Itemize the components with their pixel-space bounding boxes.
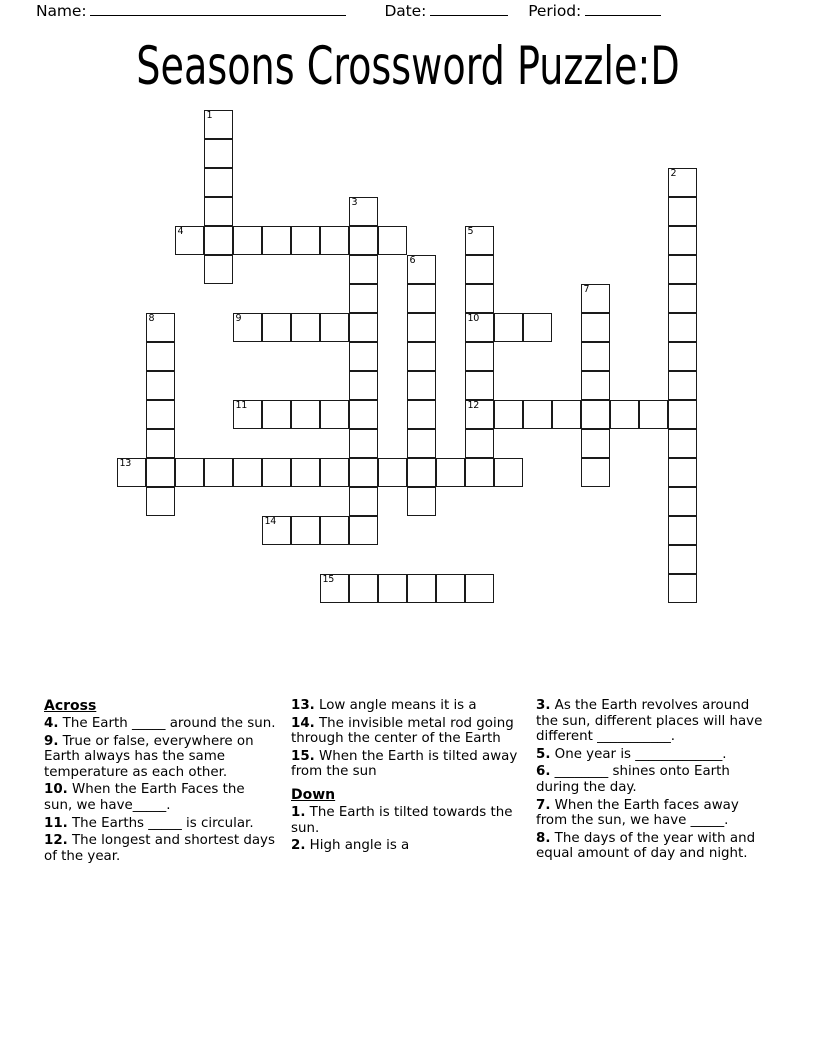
crossword-cell[interactable] — [291, 458, 320, 487]
clue-number: 11. — [44, 815, 68, 831]
crossword-cell[interactable] — [320, 226, 349, 255]
clue-text: One year is _____________. — [550, 746, 727, 762]
crossword-cell[interactable] — [465, 458, 494, 487]
crossword-cell[interactable] — [668, 313, 697, 342]
crossword-cell[interactable] — [407, 284, 436, 313]
cell-number: 4 — [177, 225, 184, 237]
clue-number: 12. — [44, 833, 68, 849]
crossword-cell[interactable] — [494, 458, 523, 487]
page-title: Seasons Crossword Puzzle:D — [136, 36, 680, 97]
clue-item — [44, 816, 277, 832]
clue-text: The Earth is tilted towards the sun. — [291, 804, 513, 836]
clue-number: 10. — [44, 782, 68, 798]
crossword-cell[interactable] — [320, 516, 349, 545]
period-label: Period: — [528, 2, 582, 20]
crossword-cell[interactable] — [320, 400, 349, 429]
crossword-cell[interactable] — [204, 139, 233, 168]
crossword-cell[interactable] — [349, 197, 378, 226]
crossword-cell[interactable] — [436, 458, 465, 487]
clue-item — [44, 734, 277, 781]
clues-column-1 — [44, 698, 289, 998]
crossword-cell[interactable] — [349, 574, 378, 603]
clue-item — [291, 805, 522, 836]
clue-text: The longest and shortest days of the year. — [44, 833, 275, 864]
cell-number: 11 — [235, 399, 247, 411]
cell-number: 13 — [119, 457, 131, 469]
crossword-cell[interactable] — [465, 400, 494, 429]
crossword-cell[interactable] — [494, 313, 523, 342]
crossword-cell[interactable] — [668, 545, 697, 574]
crossword-cell[interactable] — [668, 197, 697, 226]
crossword-cell[interactable] — [233, 226, 262, 255]
crossword-cell[interactable] — [378, 458, 407, 487]
crossword-cell[interactable] — [262, 226, 291, 255]
crossword-cell[interactable] — [146, 371, 175, 400]
crossword-cell[interactable] — [349, 313, 378, 342]
crossword-cell[interactable] — [175, 458, 204, 487]
crossword-cell[interactable] — [175, 226, 204, 255]
clue-number: 3. — [536, 698, 551, 713]
crossword-cell[interactable] — [552, 400, 581, 429]
crossword-cell[interactable] — [581, 342, 610, 371]
crossword-cell[interactable] — [668, 255, 697, 284]
crossword-cell[interactable] — [407, 400, 436, 429]
cell-number: 1 — [206, 109, 213, 121]
clue-text: True or false, everywhere on Earth always has the same temperature as each other. — [44, 733, 254, 780]
crossword-cell[interactable] — [668, 371, 697, 400]
clue-item — [536, 831, 767, 862]
crossword-cell[interactable] — [581, 284, 610, 313]
crossword-cell[interactable] — [407, 487, 436, 516]
crossword-cell[interactable] — [349, 342, 378, 371]
crossword-cell[interactable] — [291, 226, 320, 255]
crossword-cell[interactable] — [668, 429, 697, 458]
crossword-cell[interactable] — [146, 458, 175, 487]
clue-number: 1. — [291, 804, 306, 820]
clue-text: The Earth _____ around the sun. — [58, 716, 276, 731]
crossword-cell[interactable] — [204, 197, 233, 226]
crossword-cell[interactable] — [233, 313, 262, 342]
crossword-cell[interactable] — [523, 400, 552, 429]
crossword-cell[interactable] — [581, 400, 610, 429]
crossword-cell[interactable] — [465, 371, 494, 400]
crossword-cell[interactable] — [349, 516, 378, 545]
across-heading: Across — [44, 698, 97, 714]
crossword-cell[interactable] — [291, 516, 320, 545]
crossword-cell[interactable] — [610, 400, 639, 429]
crossword-cell[interactable] — [581, 371, 610, 400]
clue-item — [536, 798, 767, 829]
clue-item — [291, 698, 522, 714]
clue-number: 2. — [291, 838, 306, 854]
crossword-cell[interactable] — [204, 255, 233, 284]
crossword-cell[interactable] — [349, 400, 378, 429]
clue-text: The Earths _____ is circular. — [67, 815, 254, 831]
crossword-cell[interactable] — [233, 458, 262, 487]
crossword-cell[interactable] — [407, 429, 436, 458]
clue-item — [536, 764, 767, 795]
clue-number: 4. — [44, 716, 59, 731]
cell-number: 15 — [322, 573, 334, 585]
crossword-cell[interactable] — [233, 400, 262, 429]
crossword-cell[interactable] — [349, 487, 378, 516]
crossword-cell[interactable] — [668, 226, 697, 255]
crossword-cell[interactable] — [668, 168, 697, 197]
crossword-cell[interactable] — [436, 574, 465, 603]
clue-item — [44, 716, 277, 732]
down-heading: Down — [291, 786, 336, 803]
crossword-cell[interactable] — [465, 284, 494, 313]
crossword-cell[interactable] — [407, 574, 436, 603]
crossword-cell[interactable] — [349, 284, 378, 313]
clue-number: 6. — [536, 764, 551, 780]
clue-number: 9. — [44, 733, 59, 749]
crossword-cell[interactable] — [668, 284, 697, 313]
crossword-cell[interactable] — [523, 313, 552, 342]
crossword-cell[interactable] — [494, 400, 523, 429]
crossword-cell[interactable] — [204, 458, 233, 487]
crossword-cell[interactable] — [146, 487, 175, 516]
crossword-cell[interactable] — [668, 516, 697, 545]
crossword-cell[interactable] — [465, 429, 494, 458]
crossword-cell[interactable] — [465, 574, 494, 603]
clue-item — [536, 747, 767, 763]
clue-item — [44, 833, 277, 864]
clues-section — [44, 698, 780, 998]
cell-number: 10 — [467, 312, 479, 324]
crossword-cell[interactable] — [668, 458, 697, 487]
clue-text: When the Earth faces away from the sun, we have _____. — [536, 797, 739, 829]
crossword-cell[interactable] — [668, 487, 697, 516]
crossword-cell[interactable] — [262, 516, 291, 545]
clue-text: As the Earth revolves around the sun, different places will have different ___________. — [536, 698, 763, 745]
crossword-cell[interactable] — [320, 458, 349, 487]
crossword-cell[interactable] — [465, 342, 494, 371]
crossword-cell[interactable] — [465, 313, 494, 342]
cell-number: 12 — [467, 399, 479, 411]
crossword-cell[interactable] — [320, 574, 349, 603]
clue-item — [536, 698, 767, 745]
clue-number: 5. — [536, 746, 551, 762]
crossword-cell[interactable] — [204, 168, 233, 197]
crossword-cell[interactable] — [668, 342, 697, 371]
crossword-cell[interactable] — [349, 255, 378, 284]
crossword-cell[interactable] — [349, 429, 378, 458]
clue-text: The days of the year with and equal amount of day and night. — [536, 830, 756, 862]
cell-number: 2 — [670, 167, 677, 179]
crossword-cell[interactable] — [146, 313, 175, 342]
clue-text: High angle is a — [305, 838, 410, 854]
crossword-cell[interactable] — [378, 574, 407, 603]
crossword-cell[interactable] — [146, 400, 175, 429]
crossword-cell[interactable] — [146, 429, 175, 458]
clue-item — [44, 782, 277, 813]
clue-number: 13. — [291, 698, 315, 713]
crossword-cell[interactable] — [146, 342, 175, 371]
crossword-cell[interactable] — [291, 313, 320, 342]
clue-item — [291, 838, 522, 854]
crossword-cell[interactable] — [581, 313, 610, 342]
cell-number: 5 — [467, 225, 474, 237]
cell-number: 3 — [351, 196, 358, 208]
clue-text: Low angle means it is a — [314, 698, 477, 713]
crossword-cell[interactable] — [349, 371, 378, 400]
crossword-cell[interactable] — [668, 574, 697, 603]
crossword-cell[interactable] — [378, 226, 407, 255]
crossword-cell[interactable] — [407, 313, 436, 342]
clues-column-3 — [534, 698, 779, 998]
cell-number: 8 — [148, 312, 155, 324]
crossword-cell[interactable] — [581, 429, 610, 458]
crossword-cell[interactable] — [407, 371, 436, 400]
crossword-cell[interactable] — [407, 255, 436, 284]
crossword-cell[interactable] — [639, 400, 668, 429]
clue-number: 15. — [291, 748, 315, 764]
crossword-cell[interactable] — [204, 226, 233, 255]
crossword-cell[interactable] — [320, 313, 349, 342]
clue-number: 14. — [291, 715, 315, 731]
crossword-cell[interactable] — [407, 458, 436, 487]
clue-text: ________ shines onto Earth during the day. — [536, 764, 730, 795]
crossword-cell[interactable] — [262, 313, 291, 342]
clue-item — [291, 716, 522, 747]
clue-text: When the Earth Faces the sun, we have_____. — [44, 782, 245, 813]
crossword-cell[interactable] — [668, 400, 697, 429]
crossword-cell[interactable] — [291, 400, 320, 429]
clue-text: The invisible metal rod going through the center of the Earth — [291, 715, 514, 747]
crossword-cell[interactable] — [349, 226, 378, 255]
cell-number: 9 — [235, 312, 242, 324]
clue-text: When the Earth is tilted away from the sun — [291, 748, 518, 780]
cell-number: 7 — [583, 283, 590, 295]
name-label: Name: — [36, 2, 87, 20]
crossword-cell[interactable] — [117, 458, 146, 487]
date-label: Date: — [384, 2, 427, 20]
crossword-cell[interactable] — [204, 110, 233, 139]
cell-number: 6 — [409, 254, 416, 266]
crossword-cell[interactable] — [581, 458, 610, 487]
crossword-cell[interactable] — [465, 255, 494, 284]
clues-column-2 — [289, 698, 534, 998]
crossword-cell[interactable] — [465, 226, 494, 255]
clue-number: 7. — [536, 797, 551, 813]
crossword-cell[interactable] — [349, 458, 378, 487]
crossword-cell[interactable] — [262, 458, 291, 487]
clue-number: 8. — [536, 830, 551, 846]
crossword-cell[interactable] — [262, 400, 291, 429]
clue-item — [291, 749, 522, 780]
cell-number: 14 — [264, 515, 276, 527]
crossword-cell[interactable] — [407, 342, 436, 371]
